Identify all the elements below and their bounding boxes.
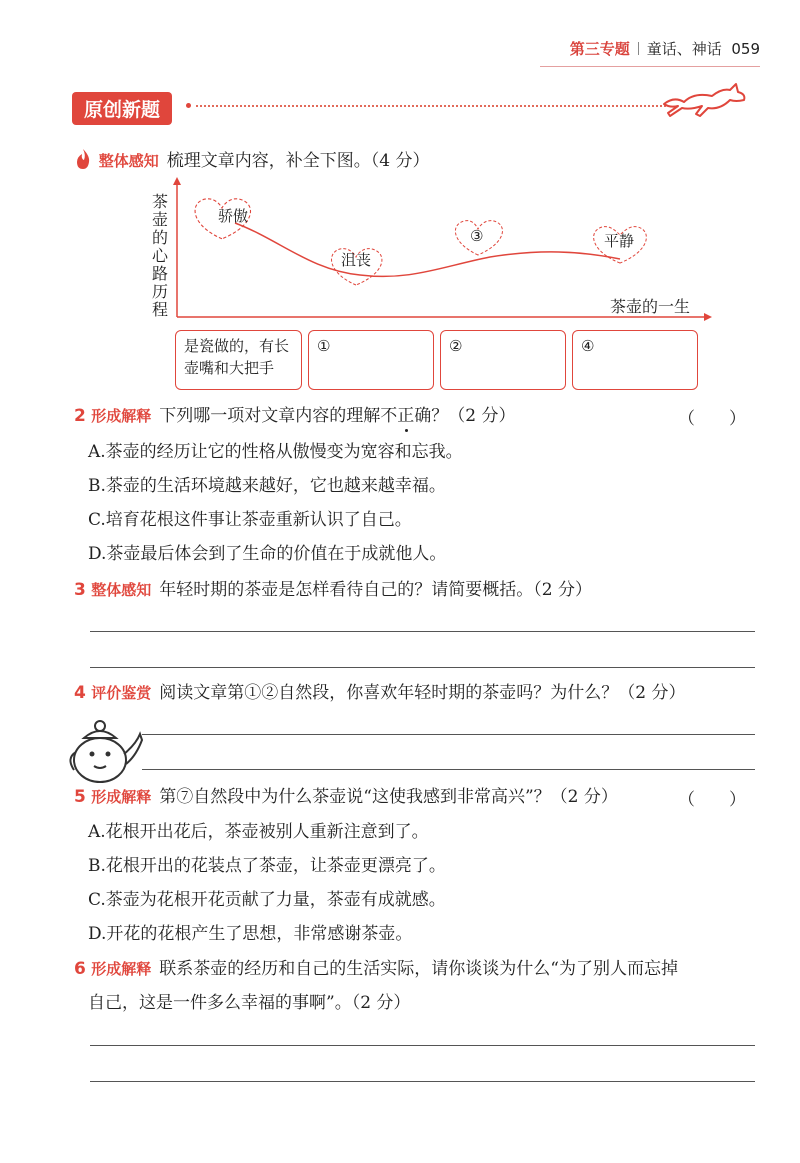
topic-label: 童话、神话 bbox=[646, 40, 722, 58]
answer-box-1[interactable]: ① bbox=[308, 330, 434, 390]
answer-line[interactable] bbox=[90, 667, 755, 668]
emphasis-text: 不正确 bbox=[380, 406, 432, 426]
question-2 bbox=[74, 404, 516, 428]
answer-bracket[interactable]: （ ） bbox=[678, 790, 746, 810]
answer-bracket[interactable]: （ ） bbox=[678, 409, 746, 429]
section-banner: 原创新题 bbox=[72, 92, 172, 125]
question-5 bbox=[74, 785, 618, 809]
answer-line[interactable] bbox=[90, 1081, 755, 1082]
question-text: 年轻时期的茶壶是怎样看待自己的？请简要概括。（2 分） bbox=[159, 580, 592, 600]
question-3 bbox=[74, 578, 592, 602]
question-tag: 整体感知 bbox=[91, 581, 152, 599]
banner-dotted-line bbox=[196, 105, 666, 107]
question-number: 5 bbox=[74, 787, 86, 807]
option-b[interactable]: B.茶壶的生活环境越来越好，它也越来越幸福。 bbox=[88, 476, 446, 496]
question-1 bbox=[74, 148, 430, 174]
teapot-mascot-icon bbox=[64, 714, 144, 786]
question-text: 梳理文章内容，补全下图。（4 分） bbox=[166, 151, 430, 171]
y-axis-arrow bbox=[173, 177, 181, 185]
heart-label-1: 骄傲 bbox=[218, 207, 249, 225]
question-tag: 形成解释 bbox=[91, 407, 152, 425]
banner-dot bbox=[186, 103, 191, 108]
x-axis-arrow bbox=[704, 313, 712, 321]
question-6-continued: 自己，这是一件多么幸福的事啊”。（2 分） bbox=[88, 993, 411, 1013]
option-d[interactable]: D.茶壶最后体会到了生命的价值在于成就他人。 bbox=[88, 544, 447, 564]
question-6 bbox=[74, 957, 678, 981]
answer-box-4[interactable]: ④ bbox=[572, 330, 698, 390]
mood-curve bbox=[235, 223, 620, 276]
question-text: 第⑦自然段中为什么茶壶说“这使我感到非常高兴”？（2 分） bbox=[159, 787, 618, 807]
page-number: 059 bbox=[731, 40, 760, 58]
question-4 bbox=[74, 681, 685, 705]
heart-label-4: 平静 bbox=[604, 232, 635, 250]
option-c[interactable]: C.茶壶为花根开花贡献了力量，茶壶有成就感。 bbox=[88, 890, 446, 910]
question-number: 6 bbox=[74, 959, 86, 979]
page-header bbox=[570, 38, 760, 59]
question-number: 2 bbox=[74, 406, 86, 426]
question-text: 阅读文章第①②自然段，你喜欢年轻时期的茶壶吗？为什么？（2 分） bbox=[159, 683, 686, 703]
answer-line[interactable] bbox=[90, 631, 755, 632]
x-axis-label: 茶壶的一生 bbox=[610, 297, 691, 316]
answer-line[interactable] bbox=[142, 734, 755, 735]
option-a[interactable]: A.茶壶的经历让它的性格从傲慢变为宽容和忘我。 bbox=[88, 442, 463, 462]
heart-label-3: ③ bbox=[470, 227, 484, 245]
chapter-label: 第三专题 bbox=[569, 40, 630, 58]
option-d[interactable]: D.开花的花根产生了思想，非常感谢茶壶。 bbox=[88, 924, 413, 944]
question-tag: 形成解释 bbox=[91, 788, 152, 806]
flame-icon bbox=[74, 148, 92, 170]
header-divider bbox=[638, 42, 639, 55]
question-text: 联系茶壶的经历和自己的生活实际，请你谈谈为什么“为了别人而忘掉 bbox=[159, 959, 678, 979]
question-number: 4 bbox=[74, 683, 86, 703]
question-number: 3 bbox=[74, 580, 86, 600]
option-a[interactable]: A.花根开出花后，茶壶被别人重新注意到了。 bbox=[88, 822, 429, 842]
question-text-end: ？（2 分） bbox=[431, 406, 516, 426]
answer-box-start: 是瓷做的，有长壶嘴和大把手 bbox=[175, 330, 302, 390]
answer-line[interactable] bbox=[142, 769, 755, 770]
header-rule bbox=[540, 66, 760, 67]
answer-line[interactable] bbox=[90, 1045, 755, 1046]
y-axis-label: 茶壶的心路历程 bbox=[151, 192, 168, 319]
question-text: 下列哪一项对文章内容的理解 bbox=[159, 406, 381, 426]
heart-label-2: 沮丧 bbox=[341, 251, 372, 269]
question-tag: 整体感知 bbox=[98, 152, 159, 170]
option-b[interactable]: B.花根开出的花装点了茶壶，让茶壶更漂亮了。 bbox=[88, 856, 446, 876]
running-cat-icon bbox=[660, 80, 750, 120]
question-tag: 形成解释 bbox=[91, 960, 152, 978]
question-tag: 评价鉴赏 bbox=[91, 684, 152, 702]
option-c[interactable]: C.培育花根这件事让茶壶重新认识了自己。 bbox=[88, 510, 412, 530]
answer-box-2[interactable]: ② bbox=[440, 330, 566, 390]
